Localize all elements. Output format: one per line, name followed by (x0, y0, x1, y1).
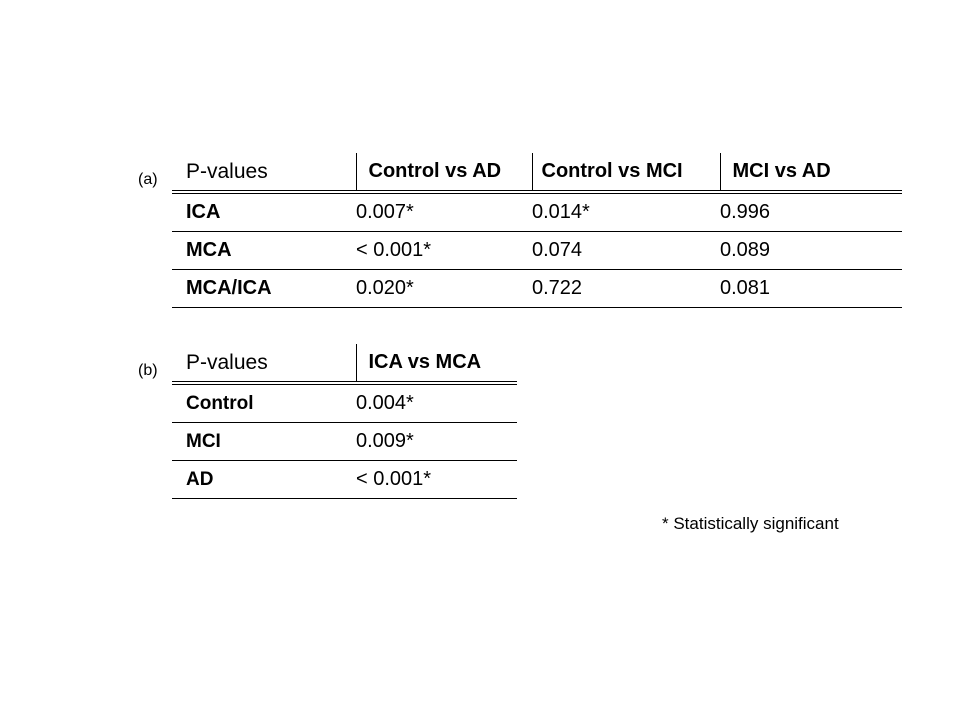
table-cell: 0.009* (356, 423, 517, 461)
table-cell: 0.014* (532, 192, 720, 232)
table-cell: < 0.001* (356, 461, 517, 499)
table-b-header-row (172, 344, 517, 383)
table-cell: 0.081 (720, 270, 902, 308)
table-a-header-row (172, 153, 902, 192)
header-cell-control-vs-mci: Control vs MCI (532, 153, 720, 192)
table-row (172, 383, 517, 423)
table-row (172, 192, 902, 232)
row-label: MCI (172, 423, 356, 461)
table-b (172, 344, 517, 499)
table-cell: 0.004* (356, 383, 517, 423)
table-row (172, 423, 517, 461)
header-cell-mci-vs-ad: MCI vs AD (720, 153, 902, 192)
table-b-label: (b) (138, 362, 158, 379)
row-label: MCA (172, 232, 356, 270)
row-label: AD (172, 461, 356, 499)
row-label: MCA/ICA (172, 270, 356, 308)
footnote: * Statistically significant (662, 514, 839, 533)
header-cell-control-vs-ad: Control vs AD (356, 153, 532, 192)
header-cell-pvalues: P-values (172, 344, 356, 383)
table-cell: 0.020* (356, 270, 532, 308)
table-row (172, 461, 517, 499)
table-cell: 0.074 (532, 232, 720, 270)
row-label: ICA (172, 192, 356, 232)
table-row (172, 270, 902, 308)
table-cell: 0.996 (720, 192, 902, 232)
header-cell-pvalues: P-values (172, 153, 356, 192)
table-cell: 0.089 (720, 232, 902, 270)
table-row (172, 232, 902, 270)
table-cell: 0.007* (356, 192, 532, 232)
header-cell-ica-vs-mca: ICA vs MCA (356, 344, 517, 383)
table-a-label: (a) (138, 171, 158, 188)
row-label: Control (172, 383, 356, 423)
table-cell: 0.722 (532, 270, 720, 308)
table-cell: < 0.001* (356, 232, 532, 270)
table-a (172, 153, 902, 308)
